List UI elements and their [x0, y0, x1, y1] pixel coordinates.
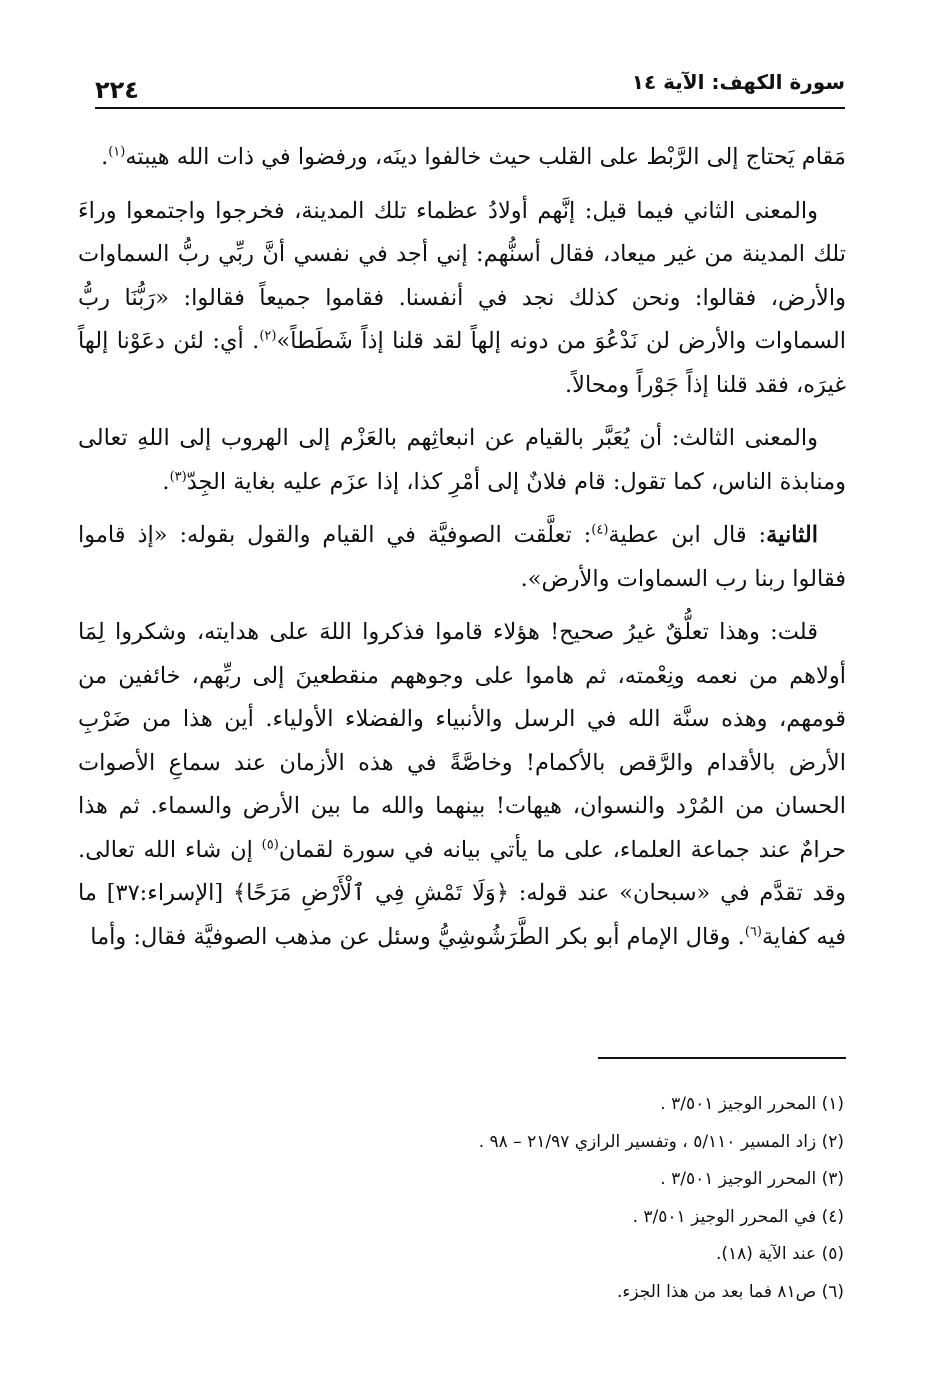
page-header: [95, 62, 845, 106]
footnote-ref: (٢): [259, 328, 277, 344]
paragraph-tail: . وقال الإمام أبو بكر الطَّرَشُوشِيُّ وسئل عن مذهب الصوفيَّة فقال: وأما: [90, 923, 745, 950]
section-lead: الثانية: [766, 522, 819, 548]
paragraph-text: قلت: وهذا تعلُّقٌ غيرُ صحيح! هؤلاء قاموا فذكروا اللهَ على هدايته، وشكروا لِمَا أولاهم من نعمه ونِعْمته، ثم هاموا على وجوههم منقطعينَ إلى ربِّهم، خائفين من قومهم، وهذه سنَّة الله في الرسل والأنبياء والفضلاء الأولياء. أين هذا من ضَرْبِ الأرض بالأقدام والرَّقص بالأكمام! وخاصَّةً في هذه الأزمان عند سماعِ الأصوات الحسان من المُرْد والنسوان، هيهات! بينهما والله ما بين الأرض والسماء. ثم هذا حرامٌ عند جماعة العلماء، على ما يأتي بيانه في سورة لقمان: [78, 619, 846, 863]
paragraph-middle: إن شاء الله تعالى. وقد تقدَّم في «سبحان» عند قوله: ﴿وَلَا تَمْشِ فِي ٱلْأَرْضِ مَرَحًا﴾ [الإسراء:٣٧] ما فيه كفاية: [78, 836, 846, 950]
footnote-ref: (٥): [261, 837, 279, 852]
paragraph-3: [78, 417, 846, 504]
paragraph-text: مَقام يَحتاج إلى الرَّبْط على القلب حيث خالفوا دينَه، ورفضوا في ذات الله هيبته: [125, 144, 846, 170]
footnote-ref: (٦): [744, 924, 762, 939]
paragraph-1: [78, 136, 846, 180]
footnote-5: (٥) عند الآية (١٨).: [715, 1244, 844, 1264]
paragraph-text: والمعنى الثاني فيما قيل: إنَّهم أولادُ عظماء تلك المدينة، فخرجوا واجتمعوا وراءَ تلك المدينة من غير ميعاد، فقال أسنُّهم: إني أجد في نفسي أنَّ ربِّي ربُّ السماوات والأرض، فقالوا: ونحن كذلك نجد في أنفسنا. فقاموا جميعاً فقالوا: «رَبُّنَا ربُّ السماوات والأرض لن نَدْعُوَ من دونه إلهاً لقد قلنا إذاً شَطَطاً»: [78, 197, 846, 354]
footnote-6: (٦) ص٨١ فما بعد من هذا الجزء.: [617, 1281, 844, 1302]
main-text: [78, 136, 846, 969]
paragraph-tail: .: [162, 468, 170, 495]
paragraph-5: [78, 611, 846, 959]
paragraph-2: [78, 190, 846, 408]
paragraph-tail: : تعلَّقت الصوفيَّة في القيام والقول بقوله: «إذ قاموا فقالوا ربنا رب السماوات والأرض».: [78, 522, 846, 592]
paragraph-text: والمعنى الثالث: أن يُعَبَّر بالقيام عن انبعاثِهم بالعَزْم إلى الهروب إلى اللهِ تعالى ومنابذة الناس، كما تقول: قام فلانٌ إلى أمْرِ كذا، إذا عزَم عليه بغاية الجِدّ: [78, 425, 846, 495]
footnote-ref: (٤): [591, 522, 609, 538]
paragraph-text: : قال ابن عطية: [608, 522, 767, 548]
footnote-4: (٤) في المحرر الوجيز ٣/٥٠١ .: [632, 1206, 844, 1227]
paragraph-tail: . أي: لئن دعَوْنا إلهاً غيرَه، فقد قلنا إذاً جَوْراً ومحالاً.: [78, 328, 846, 398]
footnote-2: (٢) زاد المسير ٥/١١٠ ، وتفسير الرازي ٢١/٩٧ – ٩٨ .: [478, 1131, 844, 1152]
header-rule: [95, 107, 845, 109]
footnote-ref: (١): [108, 144, 126, 160]
paragraph-tail: .: [101, 144, 109, 170]
page-number: ٢٢٤: [95, 76, 139, 104]
running-head: سورة الكهف: الآية ١٤: [631, 70, 845, 94]
footnote-1: (١) المحرر الوجيز ٣/٥٠١ .: [660, 1094, 844, 1114]
footnote-3: (٣) المحرر الوجيز ٣/٥٠١ .: [660, 1169, 844, 1189]
footnote-rule: [598, 1057, 846, 1059]
footnote-ref: (٣): [169, 469, 187, 484]
paragraph-4: [78, 514, 846, 601]
footnotes: [95, 1086, 844, 1311]
